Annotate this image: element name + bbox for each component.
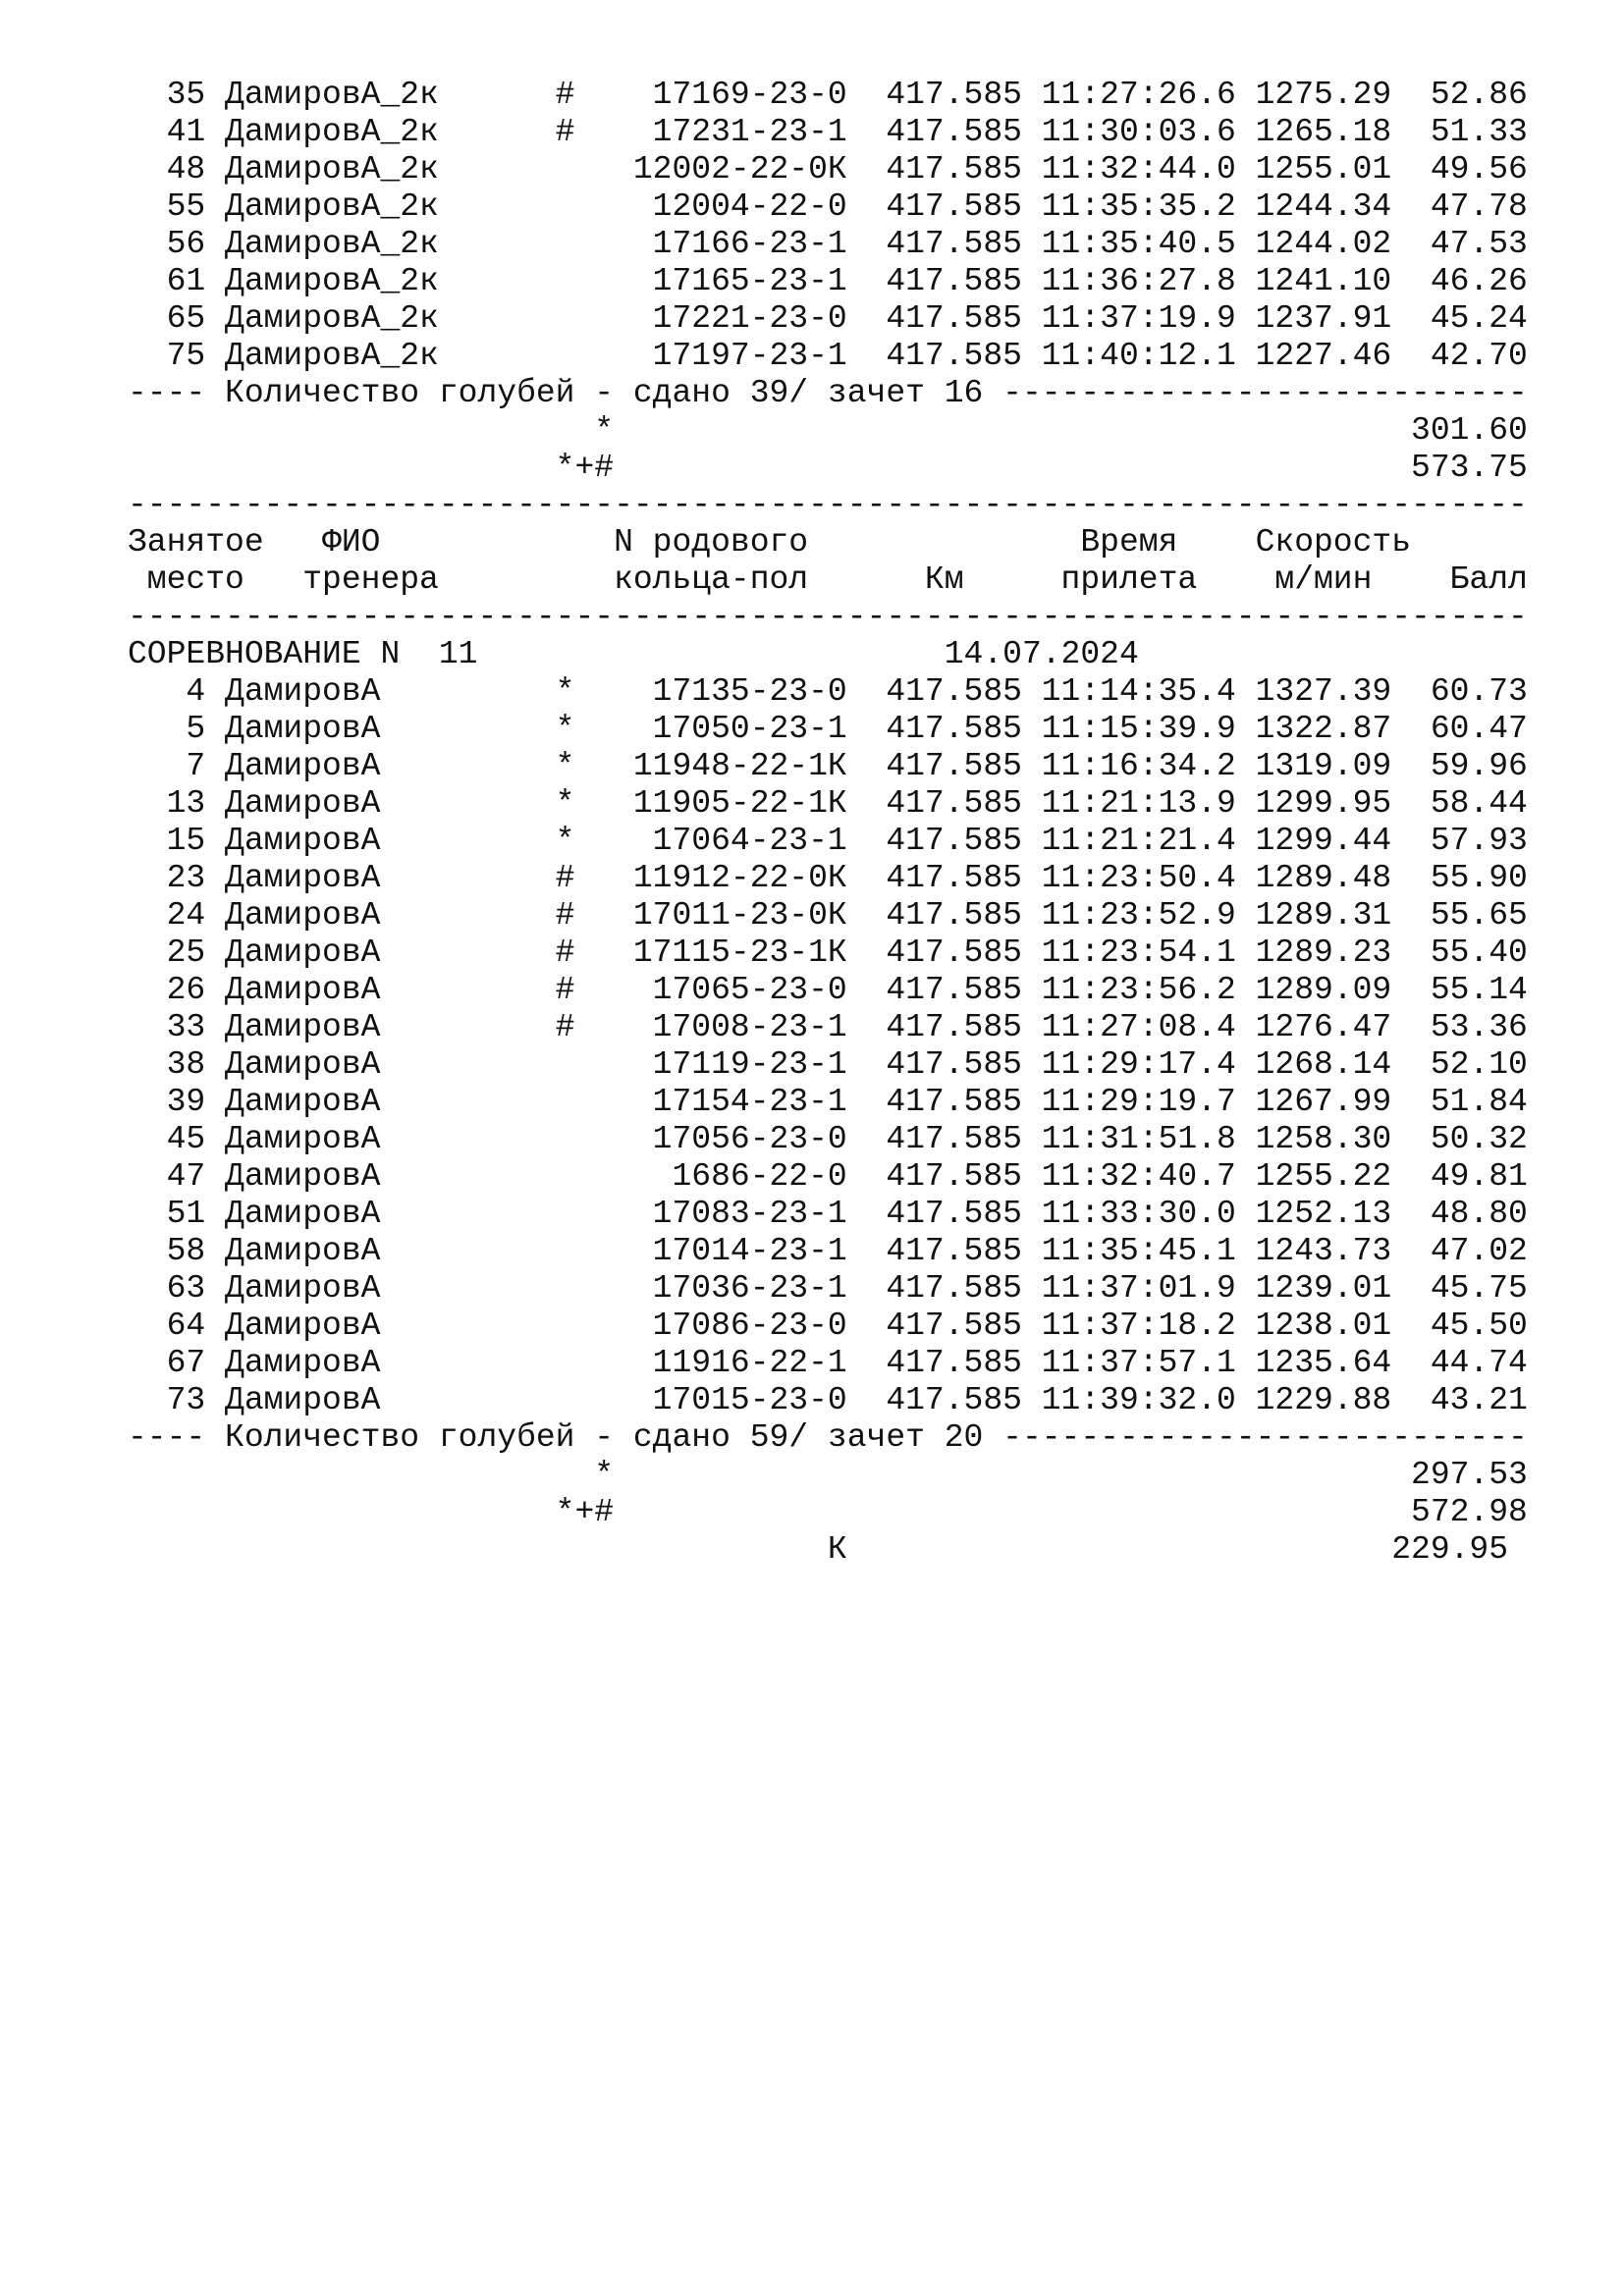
result-row: 35 ДамировА_2к # 17169-23-0 417.585 11:27:26.6 1275.29 52.86 <box>128 77 1528 113</box>
result-row: 61 ДамировА_2к 17165-23-1 417.585 11:36:27.8 1241.10 46.26 <box>128 263 1528 299</box>
result-row: 67 ДамировА 11916-22-1 417.585 11:37:57.1 1235.64 44.74 <box>128 1345 1528 1381</box>
k-line: К 229.95 <box>128 1531 1509 1568</box>
result-row: 63 ДамировА 17036-23-1 417.585 11:37:01.9 1239.01 45.75 <box>128 1270 1528 1307</box>
result-row: 25 ДамировА # 17115-23-1К 417.585 11:23:54.1 1289.23 55.40 <box>128 934 1528 971</box>
result-row: 58 ДамировА 17014-23-1 417.585 11:35:45.1 1243.73 47.02 <box>128 1233 1528 1269</box>
summary-line: ---- Количество голубей - сдано 39/ зачет 16 --------------------------- <box>128 375 1528 411</box>
header-row-2: место тренера кольца-пол Км прилета м/мин Балл <box>128 561 1528 598</box>
result-row: 51 ДамировА 17083-23-1 417.585 11:33:30.0 1252.13 48.80 <box>128 1196 1528 1232</box>
result-row: 13 ДамировА * 11905-22-1К 417.585 11:21:13.9 1299.95 58.44 <box>128 785 1528 822</box>
header-row-1: Занятое ФИО N родового Время Скорость <box>128 524 1412 561</box>
result-row: 75 ДамировА_2к 17197-23-1 417.585 11:40:12.1 1227.46 42.70 <box>128 338 1528 374</box>
result-row: 56 ДамировА_2к 17166-23-1 417.585 11:35:40.5 1244.02 47.53 <box>128 226 1528 262</box>
result-row: 55 ДамировА_2к 12004-22-0 417.585 11:35:35.2 1244.34 47.78 <box>128 188 1528 225</box>
total-line: * 297.53 <box>128 1457 1528 1493</box>
results-document <box>128 77 1571 1569</box>
result-row: 41 ДамировА_2к # 17231-23-1 417.585 11:30:03.6 1265.18 51.33 <box>128 114 1528 150</box>
separator: ------------------------------------------------------------------------ <box>128 599 1528 635</box>
competition-title: СОРЕВНОВАНИЕ N 11 14.07.2024 <box>128 636 1139 672</box>
result-row: 38 ДамировА 17119-23-1 417.585 11:29:17.4 1268.14 52.10 <box>128 1046 1528 1083</box>
summary-line: ---- Количество голубей - сдано 59/ зачет 20 --------------------------- <box>128 1419 1528 1456</box>
separator: ------------------------------------------------------------------------ <box>128 487 1528 523</box>
result-row: 26 ДамировА # 17065-23-0 417.585 11:23:56.2 1289.09 55.14 <box>128 972 1528 1008</box>
result-row: 73 ДамировА 17015-23-0 417.585 11:39:32.0 1229.88 43.21 <box>128 1382 1528 1418</box>
result-row: 15 ДамировА * 17064-23-1 417.585 11:21:21.4 1299.44 57.93 <box>128 823 1528 859</box>
total-line: *+# 573.75 <box>128 450 1528 486</box>
result-row: 4 ДамировА * 17135-23-0 417.585 11:14:35.4 1327.39 60.73 <box>128 673 1528 710</box>
result-row: 64 ДамировА 17086-23-0 417.585 11:37:18.2 1238.01 45.50 <box>128 1308 1528 1344</box>
result-row: 33 ДамировА # 17008-23-1 417.585 11:27:08.4 1276.47 53.36 <box>128 1009 1528 1045</box>
result-row: 48 ДамировА_2к 12002-22-0К 417.585 11:32:44.0 1255.01 49.56 <box>128 151 1528 187</box>
result-row: 39 ДамировА 17154-23-1 417.585 11:29:19.7 1267.99 51.84 <box>128 1084 1528 1120</box>
result-row: 7 ДамировА * 11948-22-1К 417.585 11:16:34.2 1319.09 59.96 <box>128 748 1528 784</box>
result-row: 47 ДамировА 1686-22-0 417.585 11:32:40.7 1255.22 49.81 <box>128 1158 1528 1195</box>
result-row: 24 ДамировА # 17011-23-0К 417.585 11:23:52.9 1289.31 55.65 <box>128 897 1528 934</box>
result-row: 45 ДамировА 17056-23-0 417.585 11:31:51.8 1258.30 50.32 <box>128 1121 1528 1157</box>
result-row: 65 ДамировА_2к 17221-23-0 417.585 11:37:19.9 1237.91 45.24 <box>128 300 1528 337</box>
total-line: * 301.60 <box>128 412 1528 449</box>
total-line: *+# 572.98 <box>128 1494 1528 1530</box>
result-row: 23 ДамировА # 11912-22-0К 417.585 11:23:50.4 1289.48 55.90 <box>128 860 1528 896</box>
result-row: 5 ДамировА * 17050-23-1 417.585 11:15:39.9 1322.87 60.47 <box>128 711 1528 747</box>
